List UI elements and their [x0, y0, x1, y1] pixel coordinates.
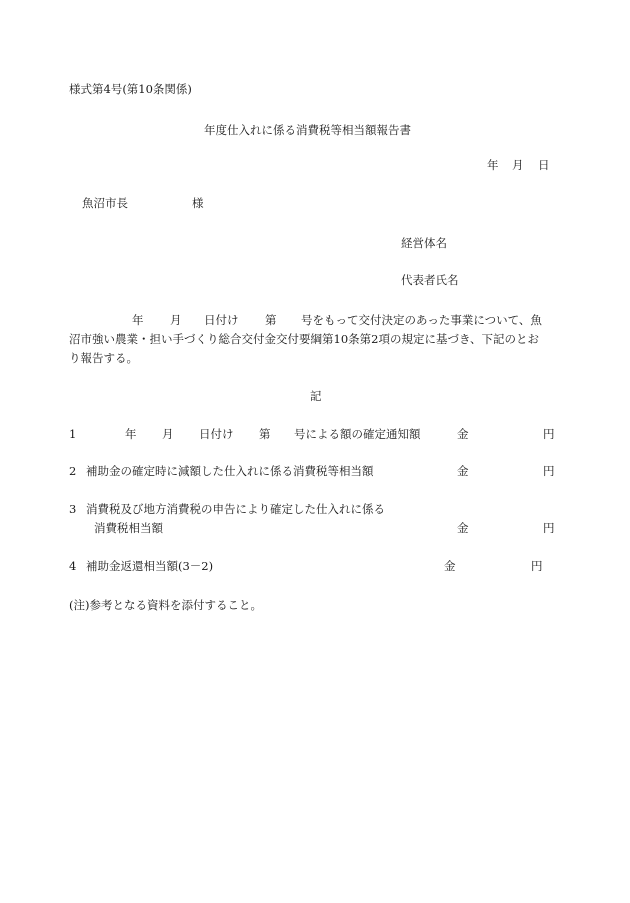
item-4-label: 補助金返還相当額(3－2): [86, 559, 214, 573]
item-3-label-line1: 消費税及び地方消費税の申告により確定した仕入れに係る: [86, 502, 385, 516]
item-1-year-label: 年: [125, 427, 137, 441]
form-number: 様式第4号(第10条関係): [69, 82, 192, 96]
ki-heading: 記: [310, 389, 322, 403]
item-1-yen-label: 円: [543, 427, 555, 441]
date-year-label: 年: [487, 158, 499, 172]
item-1-number: 1: [69, 427, 77, 441]
recipient-honorific: 様: [192, 196, 204, 210]
item-1-dated-label: 日付け: [199, 427, 234, 441]
item-3-kin-label: 金: [457, 521, 469, 535]
document-title: 年度仕入れに係る消費税等相当額報告書: [204, 123, 411, 137]
item-2-kin-label: 金: [457, 464, 469, 478]
recipient-name: 魚沼市長: [82, 196, 128, 210]
item-2-yen-label: 円: [543, 464, 555, 478]
intro-line1-rest: 号をもって交付決定のあった事業について、魚: [301, 313, 542, 327]
date-day-label: 日: [538, 158, 550, 172]
date-month-label: 月: [512, 158, 524, 172]
intro-line2: 沼市強い農業・担い手づくり総合交付金交付要綱第10条第2項の規定に基づき、下記のとお: [69, 332, 539, 346]
item-2-label: 補助金の確定時に減額した仕入れに係る消費税等相当額: [86, 464, 374, 478]
item-1-no-label: 第: [259, 427, 271, 441]
attachment-note: (注)参考となる資料を添付すること。: [69, 598, 262, 612]
intro-no-label: 第: [265, 313, 277, 327]
item-3-label-line2: 消費税相当額: [94, 521, 163, 535]
entity-name-label: 経営体名: [401, 236, 447, 250]
item-2-number: 2: [69, 464, 77, 478]
intro-month-label: 月: [170, 313, 182, 327]
representative-name-label: 代表者氏名: [401, 273, 459, 287]
item-4-kin-label: 金: [444, 559, 456, 573]
item-3-number: 3: [69, 502, 77, 516]
item-1-month-label: 月: [162, 427, 174, 441]
intro-dated-label: 日付け: [204, 313, 239, 327]
item-4-yen-label: 円: [531, 559, 543, 573]
item-4-number: 4: [69, 559, 77, 573]
item-3-yen-label: 円: [543, 521, 555, 535]
item-1-kin-label: 金: [457, 427, 469, 441]
intro-line3: り報告する。: [69, 351, 138, 365]
item-1-label: 号による額の確定通知額: [294, 427, 421, 441]
intro-year-label: 年: [132, 313, 144, 327]
